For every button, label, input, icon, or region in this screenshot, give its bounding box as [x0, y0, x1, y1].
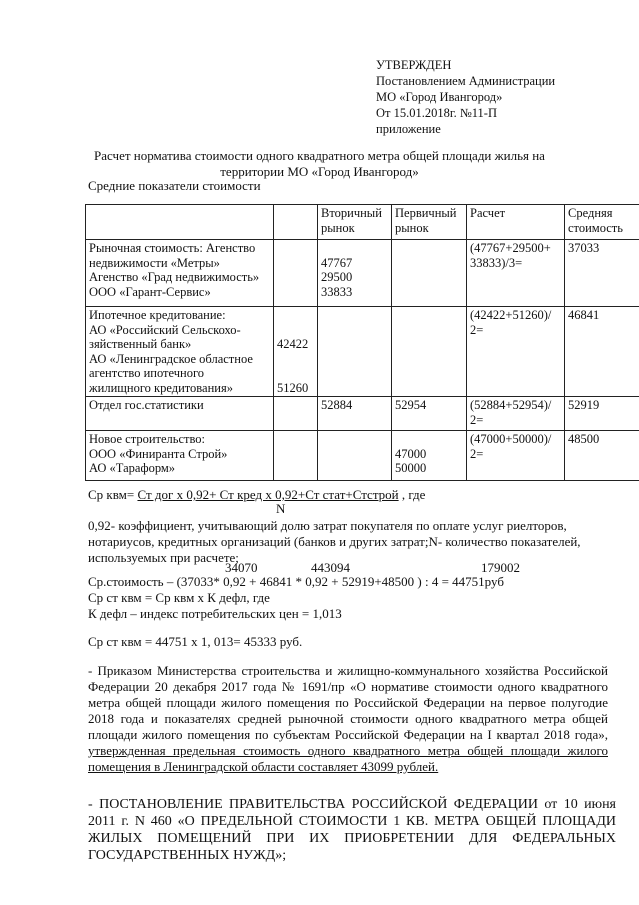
result-line: Ср ст квм = 44751 х 1, 013= 45333 руб.	[88, 634, 303, 649]
cell-line: Агенство «Град недвижимость»	[89, 270, 260, 284]
table-row	[86, 240, 639, 307]
secondary-market-cell	[318, 307, 392, 397]
cell-line: Новое строительство:	[89, 432, 206, 446]
cell-line: 47000	[395, 446, 427, 461]
table-header: Средняя стоимость	[565, 205, 639, 240]
row-label-cell	[86, 431, 274, 481]
cell-line: 48500	[568, 432, 600, 446]
cell-line: жилищного кредитования»	[89, 380, 233, 395]
cell-line: зяйственный банк»	[89, 337, 192, 351]
cell-line	[277, 366, 314, 381]
formula-line	[88, 487, 425, 503]
formula-suffix: , где	[401, 487, 426, 502]
calculation-cell	[467, 240, 565, 307]
cell-line: 52919	[568, 398, 600, 412]
document-title	[0, 148, 639, 180]
intermediate-sum-3: 179002	[481, 560, 520, 575]
cell-line: 29500	[321, 270, 353, 284]
kdefl-line: К дефл – индекс потребительских цен = 1,013	[88, 606, 342, 621]
cell-line: 47767	[321, 255, 353, 270]
average-cost-line: Ср.стоимость – (37033* 0,92 + 46841 * 0,92 + 52919+48500 ) : 4 = 44751руб	[88, 574, 504, 589]
cell-line: ООО «Финиранта Строй»	[89, 446, 228, 461]
approval-line: Постановлением Администрации	[376, 74, 556, 88]
row-extra-cell	[274, 431, 318, 481]
cell-line: недвижимости «Метры»	[89, 255, 220, 270]
approval-line: От 15.01.2018г. №11-П	[376, 106, 497, 120]
order-text: - Приказом Министерства строительства и жилищно-коммунального хозяйства Российской Федерации 20 декабря 2017 года № 1691/пр «О нормативе стоимости одного квадратного метра общей площади жилого помещения по Российской Федерации на первое полугодие 2018 года и показателях средней рыночной стоимости одного квадратного метра общей площади жилого помещения по субъектам Российской Федерации на I квартал 2018 года»,	[88, 663, 608, 742]
secondary-market-cell	[318, 240, 392, 307]
primary-market-cell	[392, 240, 467, 307]
intermediate-sum-1: 34070	[225, 560, 258, 575]
table-row	[86, 307, 639, 397]
cell-line: Рыночная стоимость: Агенство	[89, 241, 256, 255]
formula-numerator: Ст дог х 0,92+ Ст кред х 0,92+Ст стат+Стстрой	[137, 487, 399, 502]
approval-line: приложение	[376, 122, 441, 136]
table-header: Вторичный рынок	[318, 205, 392, 240]
cell-line: 33833	[321, 284, 353, 299]
cell-line	[395, 432, 463, 447]
table-header: Первичный рынок	[392, 205, 467, 240]
cell-line: 42422	[277, 337, 309, 351]
cell-line	[321, 241, 388, 256]
table-header: Расчет	[467, 205, 565, 240]
cell-line: 51260	[277, 380, 309, 395]
title-line: территории МО «Город Ивангород»	[220, 164, 419, 179]
primary-market-cell	[392, 307, 467, 397]
cell-line: Отдел гос.статистики	[89, 398, 204, 412]
cell-line: 37033	[568, 241, 600, 255]
cell-line	[277, 352, 314, 367]
table-row	[86, 431, 639, 481]
cell-line: 46841	[568, 308, 600, 322]
order-underlined: утвержденная предельная стоимость одного квадратного метра общей площади жилого помещения в Ленинградской области составляет 43099 рублей.	[88, 743, 608, 774]
government-decree-paragraph: - ПОСТАНОВЛЕНИЕ ПРАВИТЕЛЬСТВА РОССИЙСКОЙ ФЕДЕРАЦИИ от 10 июня 2011 г. N 460 «О ПРЕДЕЛЬНОЙ СТОИМОСТИ 1 КВ. МЕТРА ОБЩЕЙ ПЛОЩАДИ ЖИЛЫХ ПОМЕЩЕНИЙ ПРИ ИХ ПРИОБРЕТЕНИИ ДЛЯ ФЕДЕРАЛЬНЫХ ГОСУДАРСТВЕННЫХ НУЖД»;	[88, 797, 616, 863]
cell-line: (47767+29500+	[470, 241, 551, 255]
primary-market-cell	[392, 397, 467, 431]
row-label-cell	[86, 240, 274, 307]
cell-line: (42422+51260)/	[470, 308, 552, 322]
table-row	[86, 397, 639, 431]
cell-line	[277, 323, 314, 338]
average-cost-cell	[565, 240, 639, 307]
table-header	[274, 205, 318, 240]
cell-line	[277, 308, 314, 323]
row-extra-cell	[274, 397, 318, 431]
title-line: Расчет норматива стоимости одного квадратного метра общей площади жилья на	[94, 148, 545, 163]
cell-line: 2=	[470, 412, 484, 427]
average-cost-cell	[565, 307, 639, 397]
cell-line: Ипотечное кредитование:	[89, 308, 226, 322]
row-extra-cell	[274, 240, 318, 307]
approval-block	[376, 57, 555, 137]
formula-denominator: N	[276, 501, 286, 516]
ministry-order-paragraph	[88, 663, 608, 775]
average-cost-cell	[565, 431, 639, 481]
cell-line: 52954	[395, 398, 427, 412]
cell-line: (52884+52954)/	[470, 398, 552, 412]
approval-line: МО «Город Ивангород»	[376, 90, 503, 104]
cell-line: 2=	[470, 446, 484, 461]
row-extra-cell	[274, 307, 318, 397]
intermediate-sum-2: 443094	[311, 560, 350, 575]
cell-line: 2=	[470, 322, 484, 337]
table-header	[86, 205, 274, 240]
cell-line: (47000+50000)/	[470, 432, 552, 446]
cell-line: АО «Тараформ»	[89, 461, 176, 475]
cell-line: АО «Ленинградское областное	[89, 351, 253, 366]
calculation-cell	[467, 397, 565, 431]
average-cost-cell	[565, 397, 639, 431]
cell-line: АО «Российский Сельскохо-	[89, 322, 241, 337]
cell-line: ООО «Гарант-Сервис»	[89, 284, 211, 299]
secondary-market-cell	[318, 397, 392, 431]
cell-line: агентство ипотечного	[89, 366, 205, 380]
row-label-cell	[86, 307, 274, 397]
cell-line: 50000	[395, 461, 427, 475]
secondary-market-cell	[318, 431, 392, 481]
sr-formula-line: Ср ст квм = Ср квм х К дефл, где	[88, 590, 270, 605]
calculation-cell	[467, 431, 565, 481]
calculation-cell	[467, 307, 565, 397]
formula-lhs: Ср квм=	[88, 487, 135, 502]
approval-line: УТВЕРЖДЕН	[376, 58, 452, 72]
table-header-row	[86, 205, 639, 240]
subtitle: Средние показатели стоимости	[88, 178, 261, 193]
row-label-cell	[86, 397, 274, 431]
cell-line: 52884	[321, 398, 353, 412]
formula-explanation: 0,92- коэффициент, учитывающий долю затрат покупателя по оплате услуг риелторов, нотариусов, кредитных организаций (банков и других затрат;N- количество показателей, используемых при расчете;	[88, 518, 581, 565]
cell-line: 33833)/3=	[470, 255, 523, 270]
cost-table	[85, 204, 639, 481]
primary-market-cell	[392, 431, 467, 481]
